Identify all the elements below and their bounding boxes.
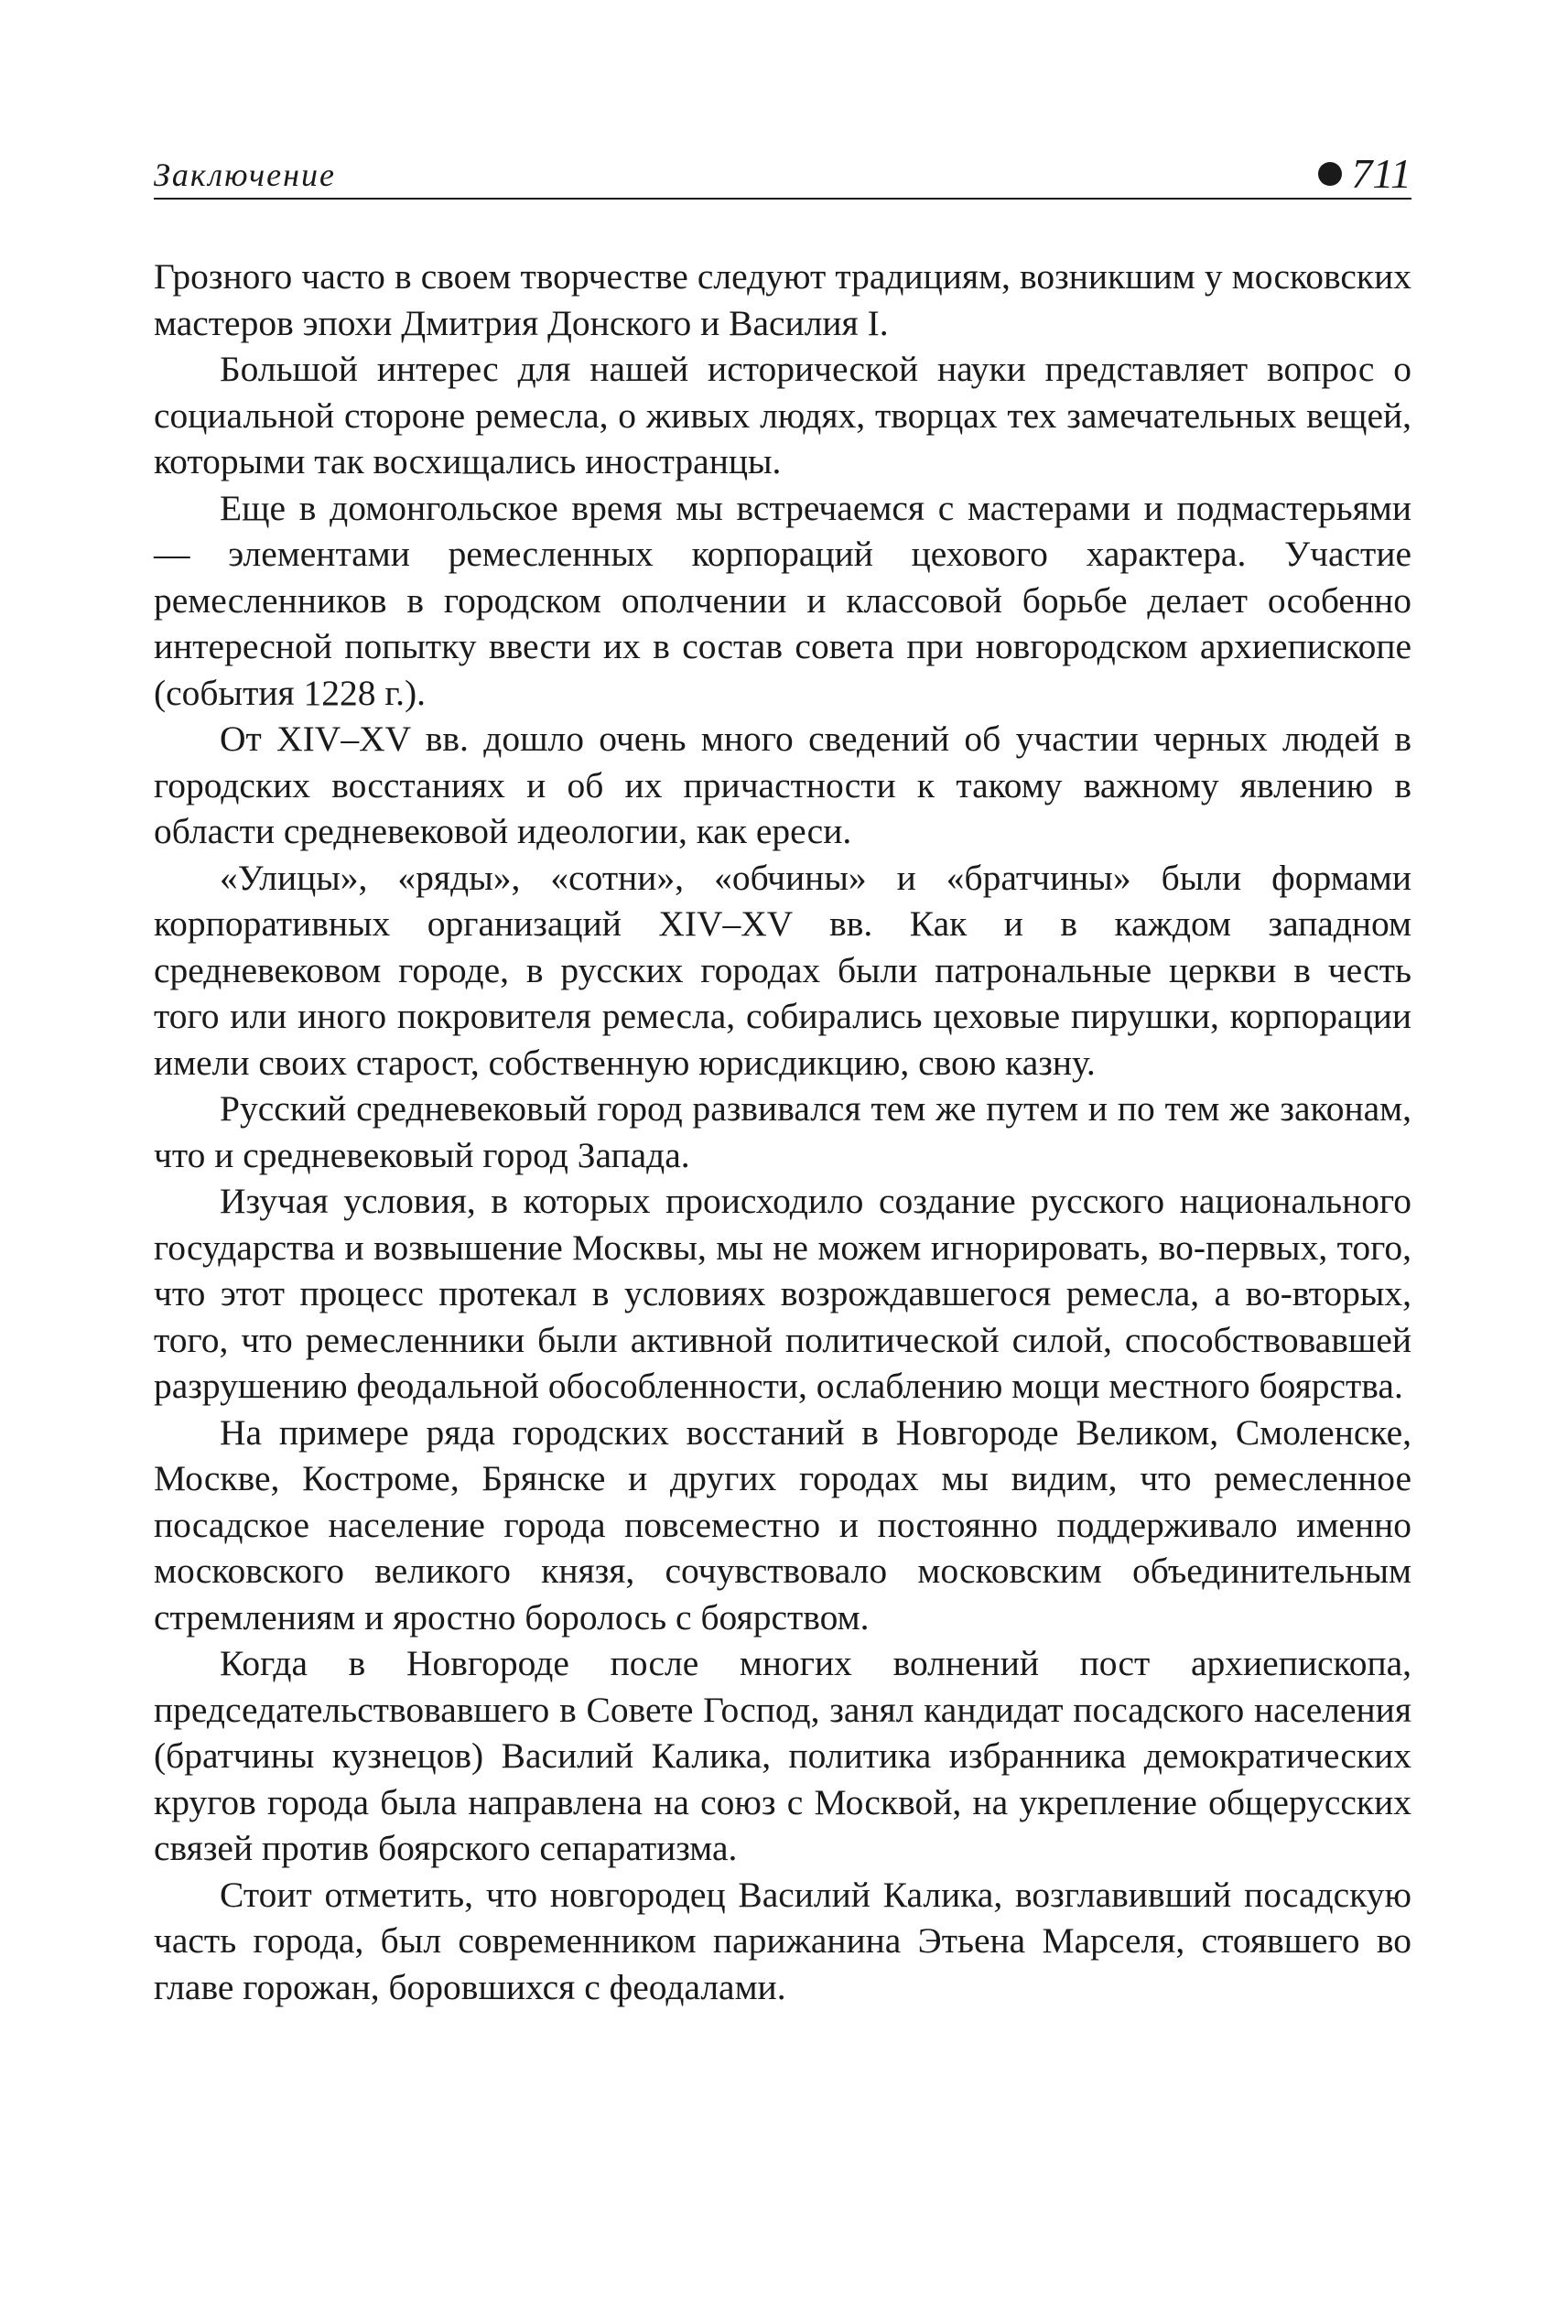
- paragraph-4: От XIV–XV вв. дошло очень много сведений об участии черных людей в городских восстаниях и об их причастности к такому важному явлению в области средневековой идеологии, как ереси.: [154, 719, 1411, 851]
- running-head: [154, 146, 1411, 200]
- page-number: 711: [1351, 150, 1411, 197]
- paragraph-2: Большой интерес для нашей исторической науки представляет вопрос о социальной стороне ремесла, о живых людях, творцах тех замечательных вещей, которыми так восхищались иностранцы.: [154, 349, 1411, 481]
- paragraph-5: «Улицы», «ряды», «сотни», «обчины» и «братчины» были формами корпоративных организаций XIV–XV вв. Как и в каждом западном средневековом городе, в русских городах были патрональные церкви в честь того или иного покровителя ремесла, собирались цеховые пирушки, корпорации имели своих старост, собственную юрисдикцию, свою казну.: [154, 857, 1411, 1083]
- paragraph-3: Еще в домонгольское время мы встречаемся с мастерами и подмастерьями — элементами ремесленных корпораций цехового характера. Участие ремесленников в городском ополчении и классовой борьбе делает особенно интересной попытку ввести их в состав совета при новгородском архиепископе (события 1228 г.).: [154, 487, 1411, 713]
- paragraph-6: Русский средневековый город развивался тем же путем и по тем же законам, что и средневековый город Запада.: [154, 1088, 1411, 1175]
- filled-circle-icon: [1318, 162, 1342, 186]
- paragraph-9: Когда в Новгороде после многих волнений пост архиепископа, председательствовавшего в Совете Господ, занял кандидат посадского населения (братчины кузнецов) Василий Калика, политика избранника демократических кругов города была направлена на союз с Москвой, на укрепление общерусских связей против боярского сепаратизма.: [154, 1643, 1411, 1868]
- paragraph-10: Стоит отметить, что новгородец Василий Калика, возглавивший посадскую часть города, был современником парижанина Этьена Марселя, стоявшего во главе горожан, боровшихся с феодалами.: [154, 1874, 1411, 2007]
- page-number-block: [1318, 149, 1411, 198]
- paragraph-8: На примере ряда городских восстаний в Новгороде Великом, Смоленске, Москве, Костроме, Брянске и других городах мы видим, что ремесленное посадское население города повсеместно и постоянно поддерживало именно московского великого князя, сочувствовало московским объединительным стремлениям и яростно боролось с боярством.: [154, 1411, 1411, 1638]
- paragraph-1: Грозного часто в своем творчестве следуют традициям, возникшим у московских мастеров эпохи Дмитрия Донского и Василия I.: [154, 256, 1411, 343]
- body-text: [154, 254, 1411, 2010]
- paragraph-7: Изучая условия, в которых происходило создание русского национального государства и возвышение Москвы, мы не можем игнорировать, во-первых, того, что этот процесс протекал в условиях возрождавшегося ремесла, а во-вторых, того, что ремесленники были активной политической силой, способствовавшей разрушению феодальной обособленности, ослаблению мощи местного боярства.: [154, 1181, 1411, 1406]
- running-title: Заключение: [154, 157, 336, 193]
